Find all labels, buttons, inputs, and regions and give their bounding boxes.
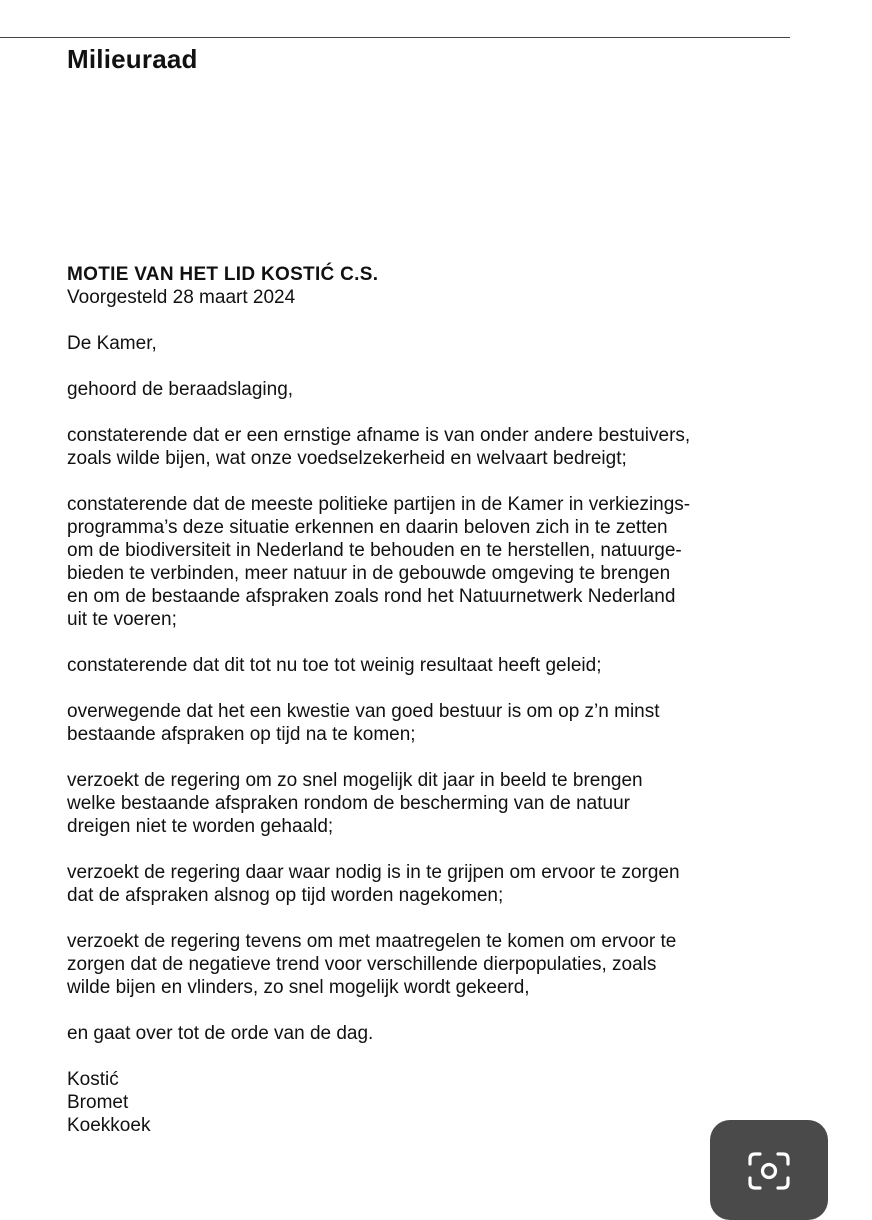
motion-paragraph: [67, 493, 827, 631]
paragraph-line: constaterende dat er een ernstige afname is van onder andere bestuivers,: [67, 425, 691, 446]
paragraph-line: dat de afspraken alsnog op tijd worden nagekomen;: [67, 885, 504, 906]
motion-date: Voorgesteld 28 maart 2024: [67, 287, 296, 308]
paragraph-line: bieden te verbinden, meer natuur in de gebouwde omgeving te brengen: [67, 563, 671, 584]
paragraph-line: programma’s deze situatie erkennen en daarin beloven zich in te zetten: [67, 517, 668, 538]
motion-paragraph: [67, 861, 827, 907]
paragraph-line: om de biodiversiteit in Nederland te behouden en te herstellen, natuurge-: [67, 540, 682, 561]
paragraph-line: gehoord de beraadslaging,: [67, 379, 294, 400]
salutation: De Kamer,: [67, 333, 157, 354]
motion-paragraph: [67, 930, 827, 999]
paragraph-line: verzoekt de regering tevens om met maatregelen te komen om ervoor te: [67, 931, 677, 952]
committee-title: Milieuraad: [67, 44, 198, 74]
signers-list: [67, 1068, 827, 1137]
paragraph-line: verzoekt de regering om zo snel mogelijk dit jaar in beeld te brengen: [67, 770, 643, 791]
signer-name: Bromet: [67, 1092, 129, 1113]
motion-paragraph: [67, 700, 827, 746]
paragraph-line: zorgen dat de negatieve trend voor verschillende dierpopulaties, zoals: [67, 954, 657, 975]
signer-name: Kostić: [67, 1069, 119, 1090]
signer-name: Koekkoek: [67, 1115, 151, 1136]
motion-document: [67, 263, 827, 1137]
paragraph-line: constaterende dat de meeste politieke partijen in de Kamer in verkiezings-: [67, 494, 691, 515]
paragraph-line: uit te voeren;: [67, 609, 177, 630]
motion-body: [67, 378, 827, 1045]
motion-paragraph: [67, 378, 827, 401]
scan-text-icon: [748, 1152, 790, 1190]
header-rule: [0, 37, 790, 38]
paragraph-line: wilde bijen en vlinders, zo snel mogelijk wordt gekeerd,: [67, 977, 530, 998]
paragraph-line: dreigen niet te worden gehaald;: [67, 816, 334, 837]
motion-paragraph: [67, 424, 827, 470]
paragraph-line: constaterende dat dit tot nu toe tot weinig resultaat heeft geleid;: [67, 655, 602, 676]
paragraph-line: welke bestaande afspraken rondom de bescherming van de natuur: [67, 793, 630, 814]
motion-paragraph: [67, 654, 827, 677]
scan-text-button[interactable]: [710, 1120, 828, 1220]
paragraph-line: en om de bestaande afspraken zoals rond het Natuurnetwerk Nederland: [67, 586, 676, 607]
paragraph-line: verzoekt de regering daar waar nodig is in te grijpen om ervoor te zorgen: [67, 862, 680, 883]
paragraph-line: bestaande afspraken op tijd na te komen;: [67, 724, 416, 745]
motion-paragraph: [67, 1022, 827, 1045]
paragraph-line: zoals wilde bijen, wat onze voedselzekerheid en welvaart bedreigt;: [67, 448, 627, 469]
paragraph-line: overwegende dat het een kwestie van goed bestuur is om op z’n minst: [67, 701, 660, 722]
paragraph-line: en gaat over tot de orde van de dag.: [67, 1023, 374, 1044]
motion-title: MOTIE VAN HET LID KOSTIĆ C.S.: [67, 264, 379, 285]
motion-paragraph: [67, 769, 827, 838]
